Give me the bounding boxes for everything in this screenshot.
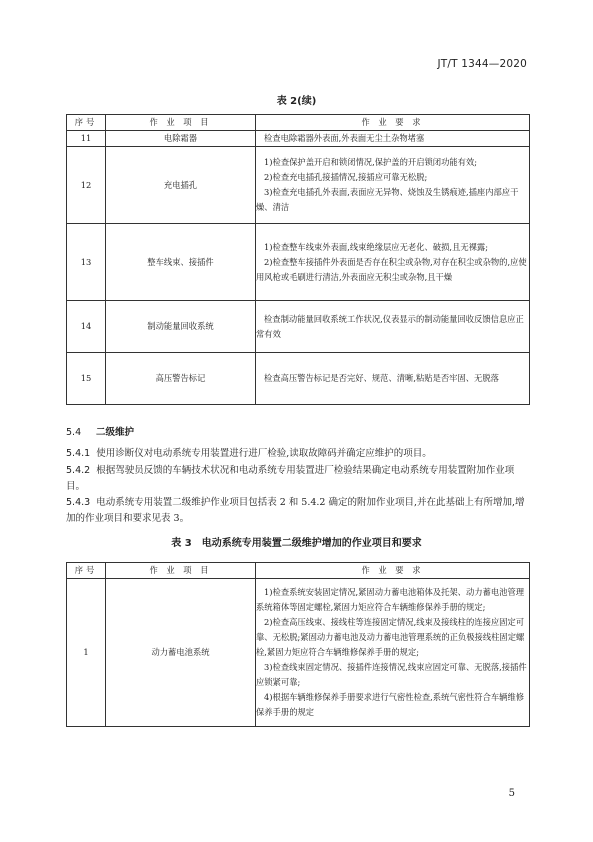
work-item: 动力蓄电池系统	[106, 579, 256, 727]
requirement-line: 4)根据车辆维修保养手册要求进行气密性检查,系统气密性符合车辆维修保养手册的规定	[256, 692, 525, 717]
work-requirement	[256, 579, 530, 727]
paragraph-text: 使用诊断仪对电动系统专用装置进行进厂检验,读取故障码并确定应维护的项目。	[96, 448, 432, 459]
work-requirement	[256, 147, 530, 224]
table-row	[67, 353, 530, 405]
table-row	[67, 224, 530, 301]
table3-caption: 表 3 电动系统专用装置二级维护增加的作业项目和要求	[171, 538, 422, 549]
table2-caption: 表 2(续)	[276, 96, 317, 107]
table2-header-row	[67, 115, 530, 131]
work-requirement	[256, 301, 530, 353]
requirement-line: 检查制动能量回收系统工作状况,仪表显示的制动能量回收反馈信息应正常有效	[256, 313, 524, 339]
section-number: 5.4	[66, 427, 82, 438]
work-requirement	[256, 224, 530, 301]
section-title: 二级维护	[96, 427, 135, 438]
work-requirement	[256, 131, 530, 147]
work-item: 整车线束、接插件	[106, 224, 256, 301]
work-item: 电除霜器	[106, 131, 256, 147]
requirement-line: 3)检查线束固定情况、接插件连接情况,线束应固定可靠、无脱落,接插件应锁紧可靠;	[256, 662, 527, 687]
row-number: 15	[67, 353, 106, 405]
paragraph-number: 5.4.1	[66, 448, 91, 459]
row-number: 11	[67, 131, 106, 147]
requirement-line: 2)检查充电插孔接插情况,接插应可靠无松脱;	[264, 172, 428, 182]
work-item: 高压警告标记	[106, 353, 256, 405]
work-item: 充电插孔	[106, 147, 256, 224]
column-header-requirement: 作 业 要 求	[256, 115, 530, 131]
paragraph-number: 5.4.3	[66, 497, 91, 508]
row-number: 13	[67, 224, 106, 301]
paragraph-5-4-2	[66, 463, 529, 494]
paragraph-text: 根据驾驶员反馈的车辆技术状况和电动系统专用装置进厂检验结果确定电动系统专用装置附加作业项目。	[66, 465, 515, 492]
requirement-line: 检查高压警告标记是否完好、规范、清晰,粘贴是否牢固、无脱落	[264, 373, 499, 383]
row-number: 1	[67, 579, 106, 727]
requirement-line: 3)检查充电插孔外表面,表面应无异物、烧蚀及生锈痕迹,插座内部应干燥、清洁	[256, 187, 519, 212]
work-item: 制动能量回收系统	[106, 301, 256, 353]
row-number: 12	[67, 147, 106, 224]
paragraph-5-4-1	[66, 446, 529, 462]
paragraph-5-4-3	[66, 495, 529, 526]
table3	[66, 562, 530, 727]
requirement-line: 1)检查保护盖开启和锁闭情况,保护盖的开启锁闭功能有效;	[264, 157, 478, 167]
requirement-line: 检查电除霜器外表面,外表面无尘土杂物堵塞	[264, 133, 425, 143]
table-row	[67, 301, 530, 353]
paragraph-text: 电动系统专用装置二级维护作业项目包括表 2 和 5.4.2 确定的附加作业项目,并在此基础上有所增加,增加的作业项目和要求见表 3。	[66, 497, 525, 524]
column-header-requirement: 作 业 要 求	[256, 563, 530, 579]
page-number: 5	[508, 788, 515, 799]
column-header-no: 序号	[67, 115, 106, 131]
work-requirement	[256, 353, 530, 405]
column-header-item: 作 业 项 目	[106, 115, 256, 131]
table3-header-row	[67, 563, 530, 579]
table-row	[67, 579, 530, 727]
table-row	[67, 131, 530, 147]
table2	[66, 114, 530, 405]
section-heading	[66, 424, 134, 438]
standard-code: JT/T 1344—2020	[437, 58, 527, 70]
column-header-no: 序号	[67, 563, 106, 579]
requirement-line: 2)检查整车接插件外表面是否存在积尘或杂物,对存在积尘或杂物的,应使用风枪或毛刷进行清洁,外表面应无积尘或杂物,且干燥	[256, 256, 527, 282]
table-row	[67, 147, 530, 224]
requirement-line: 1)检查系统安装固定情况,紧固动力蓄电池箱体及托架、动力蓄电池管理系统箱体等固定螺栓,紧固力矩应符合车辆维修保养手册的规定;	[256, 587, 525, 612]
requirement-line: 2)检查高压线束、接线柱等连接固定情况,线束及接线柱的连接应固定可靠、无松脱;紧固动力蓄电池及动力蓄电池管理系统的正负极接线柱固定螺栓,紧固力矩应符合车辆维修保养手册的规定;	[256, 617, 525, 657]
paragraph-number: 5.4.2	[66, 465, 91, 476]
row-number: 14	[67, 301, 106, 353]
column-header-item: 作 业 项 目	[106, 563, 256, 579]
requirement-line: 1)检查整车线束外表面,线束绝缘层应无老化、破损,且无裸露;	[264, 241, 489, 252]
